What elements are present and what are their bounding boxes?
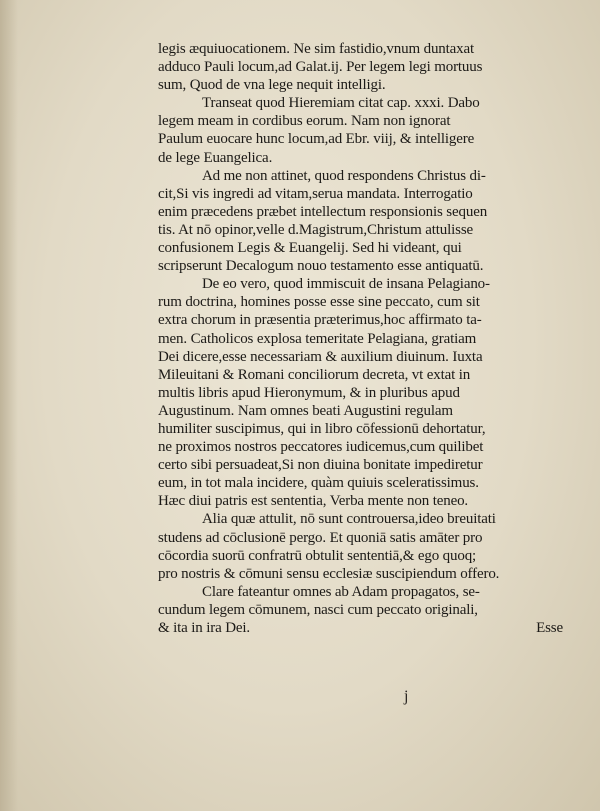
text-line: cit,Si vis ingredi ad vitam,serua mandata. Interrogatio	[158, 185, 473, 202]
text-line: enim præcedens præbet intellectum responsionis sequen	[158, 203, 488, 220]
last-line	[158, 619, 563, 637]
text-line: Mileuitani & Romani conciliorum decreta, vt extat in	[158, 366, 471, 383]
text-line: eum, in tot mala incidere, quàm quiuis sceleratissimus.	[158, 475, 479, 492]
text-line: & ita in ira Dei.	[158, 620, 251, 636]
text-line: Augustinum. Nam omnes beati Augustini regulam	[158, 402, 453, 419]
text-line: rum doctrina, homines posse esse sine peccato, cum sit	[158, 294, 480, 311]
text-line: tis. At nō opinor,velle d.Magistrum,Christum attulisse	[158, 221, 474, 238]
text-line: sum, Quod de vna lege nequit intelligi.	[158, 77, 386, 94]
text-line: cōcordia suorū confratrū obtulit sententiā,& ego quoq;	[158, 547, 477, 564]
text-line: Ad me non attinet, quod respondens Christus di-	[202, 167, 486, 184]
text-line: adduco Pauli locum,ad Galat.ij. Per legem legi mortuus	[158, 59, 483, 76]
page-edge-shadow	[0, 0, 18, 811]
text-line: studens ad cōclusionē pergo. Et quoniā satis amāter pro	[158, 529, 483, 546]
text-line: extra chorum in præsentia præterimus,hoc affirmato ta-	[158, 312, 482, 329]
text-line: De eo vero, quod immiscuit de insana Pelagiano-	[202, 276, 490, 293]
text-line: pro nostris & cōmuni sensu ecclesiæ suscipiendum offero.	[158, 565, 500, 582]
body-text	[158, 40, 563, 637]
text-line: confusionem Legis & Euangelij. Sed hi videant, qui	[158, 240, 462, 257]
text-line: men. Catholicos explosa temeritate Pelagiana, gratiam	[158, 330, 477, 347]
text-line: de lege Euangelica.	[158, 149, 273, 166]
signature-mark: j	[404, 688, 409, 705]
text-line: Transeat quod Hieremiam citat cap. xxxi. Dabo	[202, 95, 480, 112]
text-line: cundum legem cōmunem, nasci cum peccato originali,	[158, 601, 478, 618]
text-line: scripserunt Decalogum nouo testamento esse antiquatū.	[158, 258, 484, 275]
text-line: certo sibi persuadeat,Si non diuina bonitate impediretur	[158, 457, 483, 474]
catchword: Esse	[536, 620, 563, 636]
text-line: ne proximos nostros peccatores iudicemus,cum quilibet	[158, 439, 484, 456]
text-line: Clare fateantur omnes ab Adam propagatos, se-	[202, 583, 480, 600]
text-line: Hæc diui patris est sententia, Verba mente non teneo.	[158, 493, 469, 510]
text-line: legis æquiuocationem. Ne sim fastidio,vnum duntaxat	[158, 41, 475, 57]
text-line: Dei dicere,esse necessariam & auxilium diuinum. Iuxta	[158, 348, 483, 365]
text-line: humiliter suscipimus, qui in libro cōfessionū dehortatur,	[158, 420, 486, 437]
text-line: Paulum euocare hunc locum,ad Ebr. viij, & intelligere	[158, 131, 475, 148]
text-line: legem meam in cordibus eorum. Nam non ignorat	[158, 113, 451, 130]
text-line: Alia quæ attulit, nō sunt controuersa,ideo breuitati	[202, 511, 496, 528]
text-line: multis libris apud Hieronymum, & in pluribus apud	[158, 384, 460, 401]
